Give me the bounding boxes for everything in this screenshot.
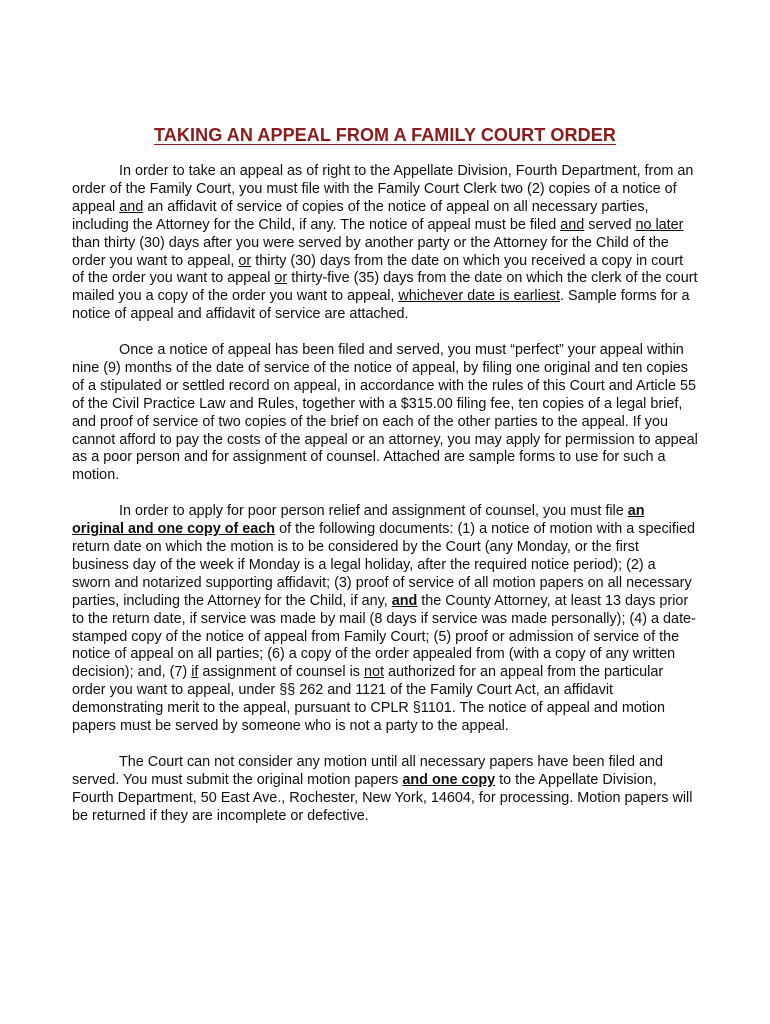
paragraph-text-run: . Sample forms for a notice of appeal and affidavit of service are attached. xyxy=(72,288,690,323)
paragraph-text-run: and xyxy=(391,592,418,609)
paragraph-text-run: if xyxy=(191,664,199,681)
paragraph-text-run: an original and one copy of each xyxy=(72,503,645,538)
document-body xyxy=(72,163,698,843)
paragraph-text-run: and xyxy=(119,198,144,215)
paragraph-text-run: assignment of counsel is xyxy=(198,664,364,681)
paragraph-text-run: than thirty (30) days after you were served by another party or the Attorney for the Child of the order you want to appeal, xyxy=(72,234,669,269)
paragraph-text-run: thirty (30) days from the date on which you received a copy in court of the order you want to appeal xyxy=(72,252,684,287)
document-title: TAKING AN APPEAL FROM A FAMILY COURT ORDER xyxy=(154,125,616,145)
paragraph-text-run: of the following documents: (1) a notice of motion with a specified return date on which the motion is to be considered by the Court (any Monday, or the first business day of the week if Monday is a legal holiday, after the required notice period); (2) a sworn and notarized supporting affidavit; (3) proof of service of all motion papers on all necessary parties, including the Attorney for the Child, if any, xyxy=(72,521,696,609)
paragraph-text-run: or xyxy=(274,270,288,287)
paragraph-text-run: served xyxy=(584,216,636,233)
paragraph-text-run: authorized for an appeal from the particular order you want to appeal, under §§ 262 and 1121 of the Family Court Act, an affidavit demonstrating merit to the appeal, pursuant to CPLR §1101. The notice of appeal and motion papers must be served by someone who is not a party to the appeal. xyxy=(72,664,666,735)
paragraph-text-run: or xyxy=(238,252,252,269)
paragraph-4 xyxy=(72,754,698,826)
paragraph-text-run: whichever date is earliest xyxy=(398,288,560,305)
paragraph-text-run: an affidavit of service of copies of the notice of appeal on all necessary parties, including the Attorney for the Child, if any. The notice of appeal must be filed xyxy=(72,198,649,233)
paragraph-text-run: The Court can not consider any motion until all necessary papers have been filed and served. You must submit the original motion papers xyxy=(72,753,663,788)
paragraph-3 xyxy=(72,503,698,736)
paragraph-text-run: and one copy xyxy=(402,771,496,788)
paragraph-text-run: to the Appellate Division, Fourth Department, 50 East Ave., Rochester, New York, 14604, for processing. Motion papers will be returned if they are incomplete or defective. xyxy=(72,771,693,824)
paragraph-2 xyxy=(72,342,698,485)
paragraph-text-run: In order to take an appeal as of right to the Appellate Division, Fourth Department, from an order of the Family Court, you must file with the Family Court Clerk two (2) copies of a notice of appeal xyxy=(72,163,694,215)
paragraph-text-run: thirty-five (35) days from the date on which the clerk of the court mailed you a copy of the order you want to appeal, xyxy=(72,270,698,305)
paragraph-text-run: no later xyxy=(635,216,684,233)
paragraph-1 xyxy=(72,163,698,324)
paragraph-text-run: not xyxy=(363,664,384,681)
paragraph-text-run: and xyxy=(560,216,585,233)
paragraph-text-run: In order to apply for poor person relief and assignment of counsel, you must file xyxy=(119,503,628,520)
paragraph-text-run: Once a notice of appeal has been filed and served, you must “perfect” your appeal within nine (9) months of the date of service of the notice of appeal, by filing one original and ten copies of a stipulated or settled record on appeal, in accordance with the rules of this Court and Article 55 of the Civil Practice Law and Rules, together with a $315.00 filing fee, ten copies of a legal brief, and proof of service of two copies of the brief on each of the other parties to the appeal. If you cannot afford to pay the costs of the appeal or an attorney, you may apply for permission to appeal as a poor person and for assignment of counsel. Attached are sample forms to use for such a motion. xyxy=(72,342,698,484)
paragraph-text-run: the County Attorney, at least 13 days prior to the return date, if service was made by mail (8 days if service was made personally); (4) a date-stamped copy of the notice of appeal from Family Court; (5) proof or admission of service of the notice of appeal on all parties; (6) a copy of the order appealed from (with a copy of any written decision); and, (7) xyxy=(72,592,696,681)
